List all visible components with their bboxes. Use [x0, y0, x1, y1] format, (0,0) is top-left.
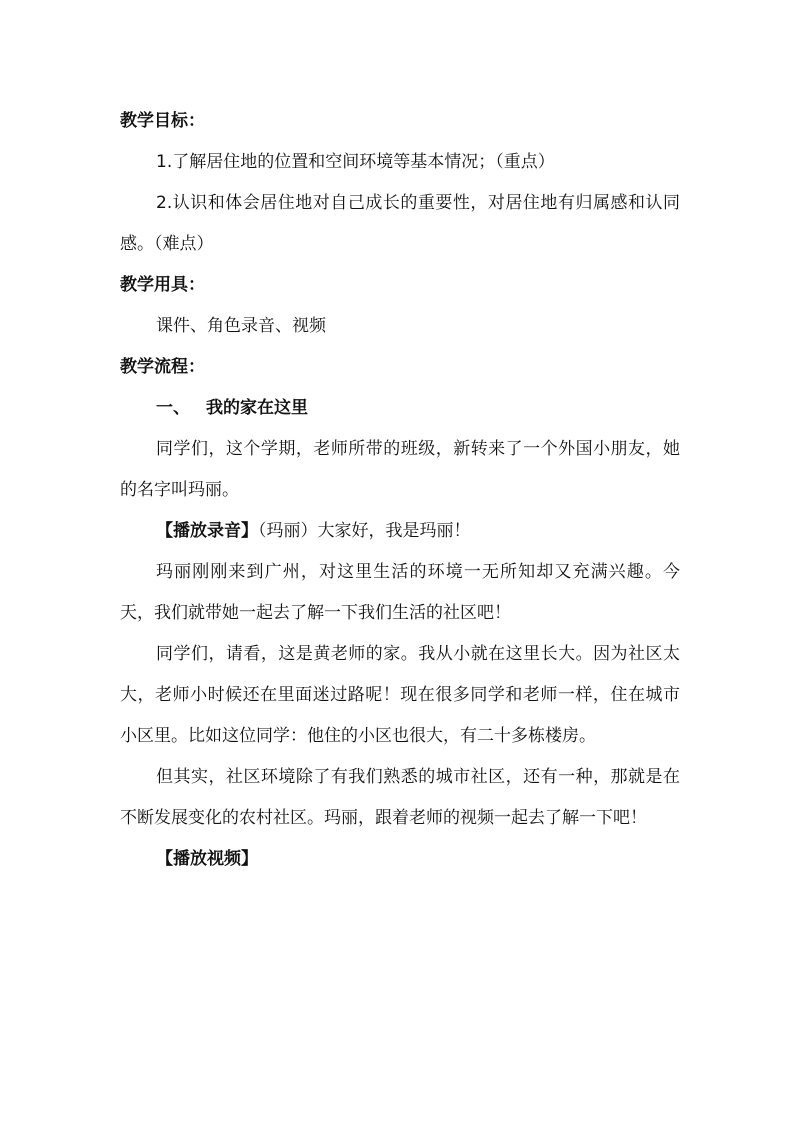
objective-item-1: 1.了解居住地的位置和空间环境等基本情况；（重点）	[156, 152, 555, 172]
process-heading: 教学流程：	[120, 357, 205, 377]
section-1-label: 我的家在这里	[206, 398, 308, 418]
objective-item-2: 2.认识和体会居住地对自己成长的重要性，对居住地有归属感和认同感。（难点）	[120, 193, 680, 254]
tools-list: 课件、角色录音、视频	[156, 316, 326, 336]
tools-heading: 教学用具：	[120, 275, 205, 295]
section-1-title	[120, 388, 680, 429]
paragraph-1: 同学们，这个学期，老师所带的班级，新转来了一个外国小朋友，她的名字叫玛丽。	[120, 439, 680, 500]
section-1-number: 一、	[156, 398, 190, 418]
paragraph-5: 但其实，社区环境除了有我们熟悉的城市社区，还有一种，那就是在不断发展变化的农村社区。玛丽，跟着老师的视频一起去了解一下吧！	[120, 767, 680, 828]
paragraph-4: 同学们，请看，这是黄老师的家。我从小就在这里长大。因为社区太大，老师小时候还在里面迷过路呢！现在很多同学和老师一样，住在城市小区里。比如这位同学：他住的小区也很大，有二十多栋楼房。	[120, 644, 680, 746]
objectives-heading: 教学目标：	[120, 111, 205, 131]
paragraph-3: 玛丽刚刚来到广州，对这里生活的环境一无所知却又充满兴趣。今天，我们就带她一起去了解一下我们生活的社区吧！	[120, 562, 680, 623]
play-video-label: 【播放视频】	[156, 849, 258, 869]
document-body	[120, 101, 680, 880]
play-recording-label: 【播放录音】	[156, 521, 258, 541]
paragraph-2	[120, 511, 680, 552]
paragraph-2-text: （玛丽）大家好，我是玛丽！	[258, 521, 471, 541]
